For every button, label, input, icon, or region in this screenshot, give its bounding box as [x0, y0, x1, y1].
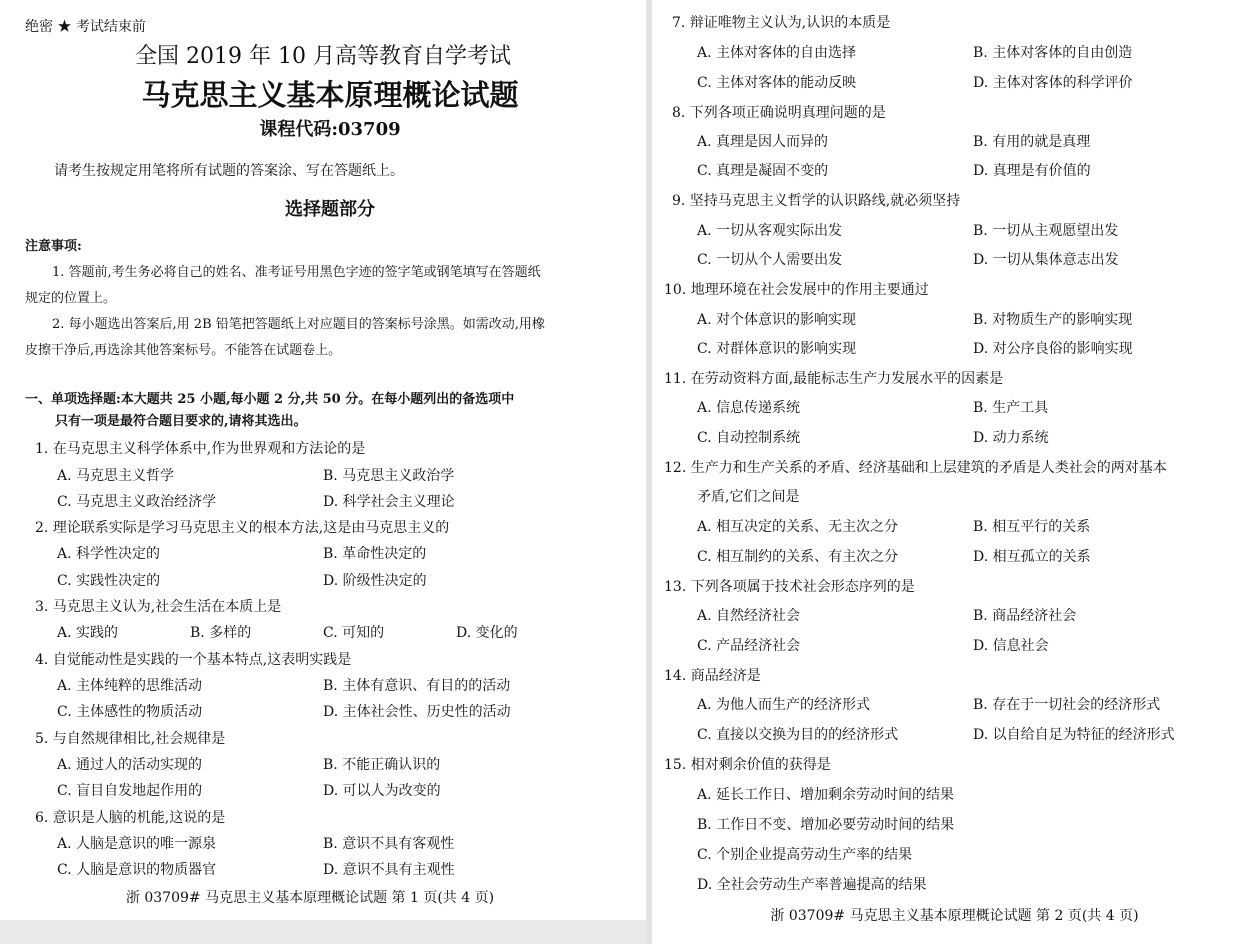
option-d: D. 以自给自足为特征的经济形式 [973, 727, 1175, 743]
question-stem: 11. 在劳动资料方面,最能标志生产力发展水平的因素是 [664, 371, 1004, 387]
option-a: A. 一切从客观实际出发 [697, 223, 843, 239]
question-stem: 3. 马克思主义认为,社会生活在本质上是 [35, 599, 282, 615]
option-b: B. 相互平行的关系 [973, 519, 1091, 535]
option-a: A. 为他人而生产的经济形式 [697, 697, 871, 713]
question-stem: 2. 理论联系实际是学习马克思主义的根本方法,这是由马克思主义的 [35, 520, 450, 536]
option-d: D. 意识不具有主观性 [323, 862, 455, 878]
section-title: 选择题部分 [285, 199, 375, 220]
option-c: C. 相互制约的关系、有主次之分 [697, 549, 899, 565]
exam-page-2 [652, 0, 1257, 944]
answer-instruction: 请考生按规定用笔将所有试题的答案涂、写在答题纸上。 [54, 163, 404, 179]
option-a: A. 主体对客体的自由选择 [697, 45, 857, 61]
option-b: B. 有用的就是真理 [973, 134, 1091, 150]
question-stem: 4. 自觉能动性是实践的一个基本特点,这表明实践是 [35, 652, 352, 668]
option-b: B. 意识不具有客观性 [323, 836, 455, 852]
option-a: A. 实践的 [57, 625, 119, 641]
option-a: A. 延长工作日、增加剩余劳动时间的结果 [697, 787, 955, 803]
option-c: C. 人脑是意识的物质器官 [57, 862, 217, 878]
option-b: B. 马克思主义政治学 [323, 468, 455, 484]
option-b: B. 工作日不变、增加必要劳动时间的结果 [697, 817, 955, 833]
option-b: B. 生产工具 [973, 400, 1049, 416]
question-stem: 13. 下列各项属于技术社会形态序列的是 [664, 579, 915, 595]
option-c: C. 真理是凝固不变的 [697, 163, 829, 179]
note-2-line-2: 皮擦干净后,再选涂其他答案标号。不能答在试题卷上。 [25, 343, 342, 358]
option-a: A. 主体纯粹的思维活动 [57, 678, 203, 694]
option-a: A. 人脑是意识的唯一源泉 [57, 836, 217, 852]
paper-title: 马克思主义基本原理概论试题 [141, 78, 519, 112]
option-c: C. 主体对客体的能动反映 [697, 75, 857, 91]
option-b: B. 主体有意识、有目的的活动 [323, 678, 511, 694]
question-stem: 1. 在马克思主义科学体系中,作为世界观和方法论的是 [35, 441, 366, 457]
question-stem-line-1: 12. 生产力和生产关系的矛盾、经济基础和上层建筑的矛盾是人类社会的两对基本 [664, 460, 1167, 476]
question-stem: 5. 与自然规律相比,社会规律是 [35, 731, 226, 747]
question-stem: 15. 相对剩余价值的获得是 [664, 757, 831, 773]
option-d: D. 主体社会性、历史性的活动 [323, 704, 511, 720]
exam-title: 全国 2019 年 10 月高等教育自学考试 [135, 44, 511, 69]
question-stem: 8. 下列各项正确说明真理问题的是 [672, 105, 886, 121]
note-2-line-1: 2. 每小题选出答案后,用 2B 铅笔把答题纸上对应题目的答案标号涂黑。如需改动,用橡 [52, 317, 545, 332]
part-1-heading-line-1: 一、单项选择题:本大题共 25 小题,每小题 2 分,共 50 分。在每小题列出的备选项中 [25, 392, 515, 407]
option-a: A. 真理是因人而异的 [697, 134, 829, 150]
option-d: D. 阶级性决定的 [323, 573, 427, 589]
question-stem: 10. 地理环境在社会发展中的作用主要通过 [664, 282, 929, 298]
option-c: C. 直接以交换为目的的经济形式 [697, 727, 899, 743]
option-b: B. 一切从主观愿望出发 [973, 223, 1119, 239]
horizontal-scroll-area[interactable] [0, 920, 646, 944]
option-d: D. 可以人为改变的 [323, 783, 441, 799]
page-footer: 浙 03709# 马克思主义基本原理概论试题 第 2 页(共 4 页) [770, 908, 1139, 924]
option-b: B. 存在于一切社会的经济形式 [973, 697, 1161, 713]
option-c: C. 个别企业提高劳动生产率的结果 [697, 847, 913, 863]
option-a: A. 对个体意识的影响实现 [697, 312, 857, 328]
option-c: C. 马克思主义政治经济学 [57, 494, 217, 510]
option-d: D. 真理是有价值的 [973, 163, 1091, 179]
option-a: A. 自然经济社会 [697, 608, 801, 624]
option-b: B. 主体对客体的自由创造 [973, 45, 1133, 61]
option-c: C. 对群体意识的影响实现 [697, 341, 857, 357]
question-stem: 6. 意识是人脑的机能,这说的是 [35, 810, 226, 826]
option-d: D. 主体对客体的科学评价 [973, 75, 1133, 91]
option-d: D. 变化的 [456, 625, 518, 641]
notes-heading: 注意事项: [25, 239, 82, 254]
option-b: B. 革命性决定的 [323, 546, 427, 562]
note-1-line-1: 1. 答题前,考生务必将自己的姓名、准考证号用黑色字迹的签字笔或钢笔填写在答题纸 [52, 265, 541, 280]
option-b: B. 不能正确认识的 [323, 757, 441, 773]
course-code: 课程代码:03709 [259, 119, 401, 140]
option-d: D. 科学社会主义理论 [323, 494, 455, 510]
confidential-label: 绝密 ★ 考试结束前 [25, 19, 146, 35]
option-d: D. 对公序良俗的影响实现 [973, 341, 1133, 357]
option-c: C. 盲目自发地起作用的 [57, 783, 203, 799]
option-d: D. 信息社会 [973, 638, 1049, 654]
option-a: A. 信息传递系统 [697, 400, 801, 416]
option-b: B. 对物质生产的影响实现 [973, 312, 1133, 328]
option-b: B. 多样的 [190, 625, 252, 641]
page-footer: 浙 03709# 马克思主义基本原理概论试题 第 1 页(共 4 页) [125, 890, 495, 906]
option-c: C. 主体感性的物质活动 [57, 704, 203, 720]
question-stem: 7. 辩证唯物主义认为,认识的本质是 [672, 15, 891, 31]
question-stem: 9. 坚持马克思主义哲学的认识路线,就必须坚持 [672, 193, 961, 209]
option-c: C. 实践性决定的 [57, 573, 161, 589]
option-a: A. 通过人的活动实现的 [57, 757, 203, 773]
option-d: D. 动力系统 [973, 430, 1049, 446]
option-a: A. 科学性决定的 [57, 546, 161, 562]
question-stem-line-2: 矛盾,它们之间是 [697, 489, 800, 505]
option-b: B. 商品经济社会 [973, 608, 1077, 624]
part-1-heading-line-2: 只有一项是最符合题目要求的,请将其选出。 [55, 414, 307, 429]
option-c: C. 自动控制系统 [697, 430, 801, 446]
option-d: D. 相互孤立的关系 [973, 549, 1091, 565]
option-a: A. 马克思主义哲学 [57, 468, 175, 484]
option-c: C. 可知的 [323, 625, 385, 641]
question-stem: 14. 商品经济是 [664, 668, 761, 684]
option-d: D. 一切从集体意志出发 [973, 252, 1119, 268]
note-1-line-2: 规定的位置上。 [25, 291, 117, 306]
option-a: A. 相互决定的关系、无主次之分 [697, 519, 899, 535]
option-c: C. 产品经济社会 [697, 638, 801, 654]
option-d: D. 全社会劳动生产率普遍提高的结果 [697, 877, 927, 893]
option-c: C. 一切从个人需要出发 [697, 252, 843, 268]
